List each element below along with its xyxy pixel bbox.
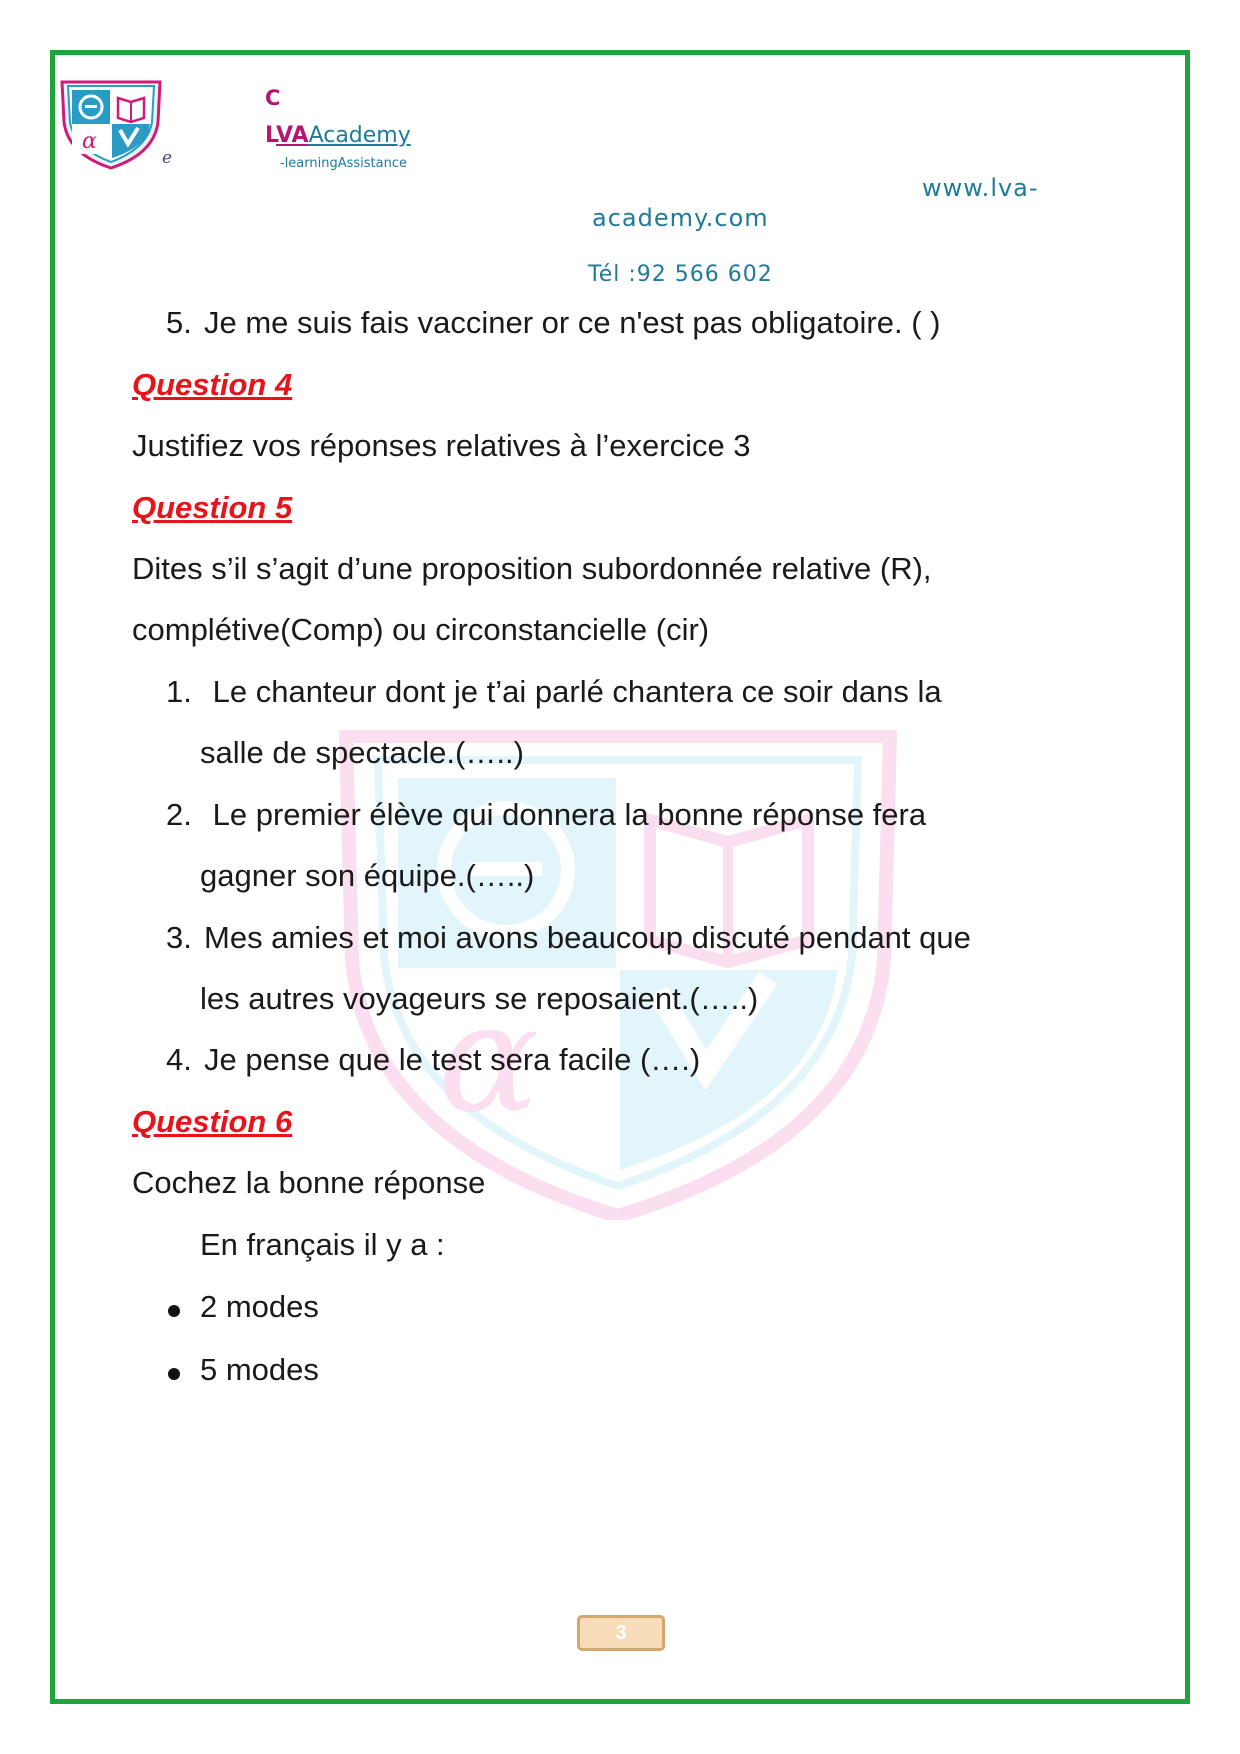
list-item <box>166 797 926 833</box>
brand-name-va[interactable]: VA <box>276 123 309 148</box>
exercise-item-5 <box>166 305 940 341</box>
item-text: Mes amies et moi avons beaucoup discuté pendant que <box>204 920 971 955</box>
page-number-badge <box>577 1615 665 1651</box>
question-6-heading: Question 6 <box>132 1104 293 1139</box>
brand-subtitle: -learningAssistance <box>280 156 407 171</box>
question-6-intro: En français il y a : <box>200 1227 445 1262</box>
list-item-continuation: salle de spectacle.(…..) <box>200 735 524 770</box>
item-text: Je me suis fais vacciner or ce n'est pas obligatoire. ( ) <box>204 305 941 340</box>
bullet-icon <box>168 1368 180 1380</box>
brand-name <box>265 123 411 148</box>
list-item <box>166 674 942 710</box>
question-4-text: Justifiez vos réponses relatives à l’exercice 3 <box>132 428 751 463</box>
item-number: 2. <box>166 797 192 832</box>
item-number: 3. <box>166 920 192 955</box>
svg-text:α: α <box>82 129 97 154</box>
brand-letter: C <box>265 86 281 110</box>
item-text: Je pense que le test sera facile (….) <box>204 1042 701 1077</box>
website-line-2[interactable]: academy.com <box>592 204 769 232</box>
item-number: 4. <box>166 1042 192 1077</box>
list-item <box>166 1042 700 1078</box>
website-line-1[interactable]: www.lva- <box>922 174 1039 202</box>
brand-name-academy[interactable]: Academy <box>308 123 411 148</box>
bullet-icon <box>168 1305 180 1317</box>
item-text: Le chanteur dont je t’ai parlé chantera ce soir dans la <box>204 674 942 709</box>
list-item-continuation: gagner son équipe.(…..) <box>200 858 535 893</box>
list-item-continuation: les autres voyageurs se reposaient.(…..) <box>200 981 759 1016</box>
item-number: 1. <box>166 674 192 709</box>
item-number: 5. <box>166 305 192 340</box>
lva-logo <box>58 78 164 170</box>
option-2-modes[interactable]: 2 modes <box>200 1289 319 1324</box>
question-5-text-line-2: complétive(Comp) ou circonstancielle (cir) <box>132 612 710 647</box>
brand-name-l: L <box>265 123 276 148</box>
list-item <box>166 920 971 956</box>
question-5-text-line-1: Dites s’il s’agit d’une proposition subordonnée relative (R), <box>132 551 932 586</box>
option-5-modes[interactable]: 5 modes <box>200 1352 319 1387</box>
phone-number: Tél :92 566 602 <box>588 262 773 287</box>
question-4-heading: Question 4 <box>132 367 293 402</box>
svg-text:α: α <box>438 972 540 1146</box>
question-5-heading: Question 5 <box>132 490 293 525</box>
item-text: Le premier élève qui donnera la bonne réponse fera <box>204 797 927 832</box>
question-6-text: Cochez la bonne réponse <box>132 1165 486 1200</box>
logo-letter: e <box>162 148 173 168</box>
page-number: 3 <box>615 1622 627 1644</box>
